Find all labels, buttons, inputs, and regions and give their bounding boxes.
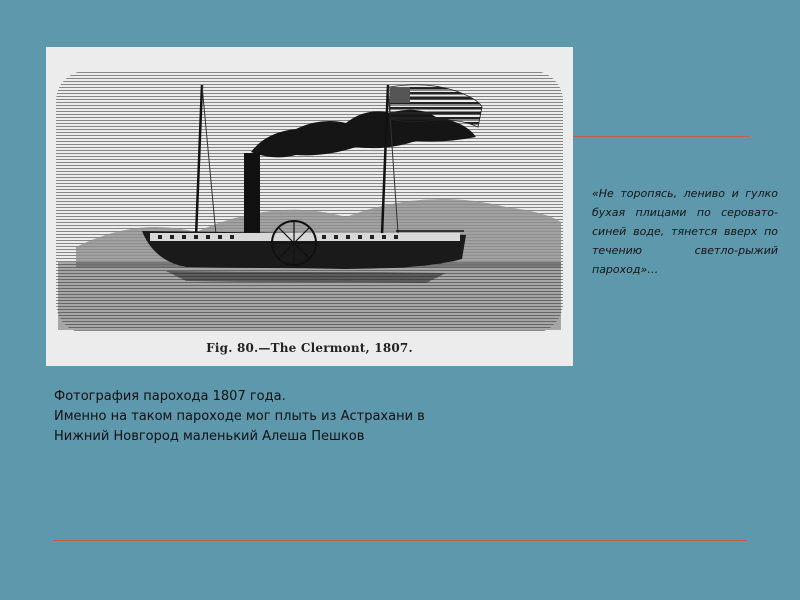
caption-line-1: Фотография парохода 1807 года. xyxy=(54,389,286,404)
caption-line-2: Именно на таком пароходе мог плыть из Астрахани в xyxy=(54,409,425,424)
clermont-illustration xyxy=(46,47,573,366)
photo-caption xyxy=(54,387,524,447)
engraving-caption: Fig. 80.—The Clermont, 1807. xyxy=(206,341,413,355)
funnel xyxy=(244,153,260,233)
steamboat-engraving xyxy=(46,47,573,366)
divider-top xyxy=(573,136,749,137)
caption-line-3: Нижний Новгород маленький Алеша Пешков xyxy=(54,429,365,444)
divider-bottom xyxy=(53,540,747,541)
quote-text: «Не торопясь, лениво и гулко бухая плицами по серовато-синей воде, тянется вверх по течению светло-рыжий пароход»… xyxy=(592,187,778,276)
